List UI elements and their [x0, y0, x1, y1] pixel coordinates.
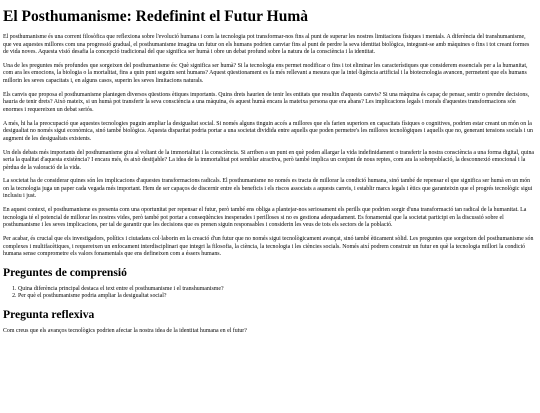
paragraph-immortality: Un dels debats més importants del posthumanisme gira al voltant de la immortalitat i la consciència. Si arriben a un punt en què poden allargar la vida indefinidament o transferir la nostra consciència a una forma digital, quina seria la qualitat d'aquesta existència? I encara més, és això desitjable? La idea de la immortalitat pot semblar atractiva, però també implica un conjunt de nous reptes, com ara la sobrepoblació, la desconnexió emocional i la pèrdua de la valoració de la vida. — [3, 149, 535, 171]
page-title: El Posthumanisme: Redefinint el Futur Humà — [3, 8, 308, 25]
comprehension-heading: Preguntes de comprensió — [3, 265, 127, 279]
paragraph-conclusion: Per acabar, és crucial que els investigadors, polítics i ciutadans col·laborin en la creació d'un futur que no només sigui tecnològicament avançat, sinó també èticament sòlid. Les preguntes que sorgeixen del posthumanisme són complexes i multifacètiques, i requereixen un enfocament interdisciplinari que integri la filosofia, la ciència, la tecnologia i les ciències socials. Només així podrem construir un futur en què la tecnologia millori la condició humana sense comprometre els valors fonamentals que ens defineixen com a éssers humans. — [3, 236, 534, 258]
comprehension-question-2: 2. Per què el posthumanisme podria ampliar la desigualtat social? — [18, 293, 535, 301]
comprehension-list — [3, 286, 535, 301]
paragraph-society: La societat ha de considerar quines són les implicacions d'aquestes transformacions radicals. El posthumanisme no només es tracta de millorar la condició humana, sinó també de repensar el que significa ser humà en un món on la tecnologia juga un paper cada vegada més important. Hem de ser capaços de discernir entre els beneficis i els riscos associats a aquests canvis, i establir marcs legals i ètics que garanteixin que el progrés tecnològic sigui inclusiu i just. — [3, 178, 533, 200]
paragraph-intro: El posthumanisme és una corrent filosòfica que reflexiona sobre l'evolució humana i com la tecnologia pot transformar-nos fins al punt de superar les nostres limitacions físiques i mentals. A diferència del transhumanisme, que veu aquestes millores com una progressió gradual, el posthumanisme imagina un futur on els humans podrien canviar fins al punt de perdre la seva identitat biològica, integrant-se amb màquines o fins i tot creant formes de vida noves. Aquesta visió desafia la concepció tradicional del que significa ser humà i obre un debat profund sobre la natura de la consciència i la identitat. — [3, 34, 530, 55]
document-page — [0, 8, 535, 335]
reflection-heading: Pregunta reflexiva — [3, 307, 95, 321]
paragraph-what-is-human: Una de les preguntes més profundes que sorgeixen del posthumanisme és: Què significa ser humà? Si la tecnologia ens permet modificar o fins i tot eliminar les característiques que considerem essencials per a la humanitat, com ara les emocions, la biologia o la mortalitat, fins a quin punt seguim sent humans? Aquest qüestionament es fa més rellevant a mesura que la intel·ligència artificial i la biotecnologia avancen, permetent que els humans millorin les seves capacitats i, en alguns casos, superin les seves limitacions naturals. — [3, 62, 528, 84]
reflection-question: Com creus que els avanços tecnològics podrien afectar la nostra idea de la identitat humana en el futur? — [3, 327, 247, 334]
paragraph-inequality: A més, hi ha la preocupació que aquestes tecnologies puguin ampliar la desigualtat social. Si només alguns tinguin accés a millores que els farien superiors en capacitats físiques o cognitives, podrien estar creant un món on la desigualtat no només sigui econòmica, sinó també biològica. Aquesta disparitat podria portar a una societat dividida entre aquells que poden permetre's les millores tecnològiques i aquells que no, generant tensions socials i un augment de les desigualtats existents. — [3, 120, 533, 142]
paragraph-ethics: Els canvis que proposa el posthumanisme plantegen diversos qüestions ètiques importants. Quins drets haurien de tenir les entitats que resultin d'aquests canvis? Si una màquina és capaç de pensar, sentir o prendre decisions, hauria de tenir drets? Això mateix, si un humà pot transferir la seva consciència a una màquina, és aquest humà encara la mateixa persona que era abans? Les implicacions legals i morals d'aquestes transformacions són enormes i requereixen un debat seriós. — [3, 91, 530, 113]
paragraph-context: En aquest context, el posthumanisme es presenta com una oportunitat per repensar el futur, però també ens obliga a plantejar-nos seriosament els perills que podrien sorgir d'una transformació tan radical de la humanitat. La tecnologia té el potencial de millorar les nostres vides, però també pot portar a conseqüències inesperades i perilloses si no es gestiona adequadament. Es fonamental que la societat participi en la discussió sobre el posthumanisme i les seves implicacions, per tal de garantir que les decisions que es prenen siguin responsables i considerin les veus de tots els sectors de la població. — [3, 207, 527, 229]
comprehension-question-1: 1. Quina diferència principal destaca el text entre el posthumanisme i el transhumanisme? — [18, 286, 535, 294]
